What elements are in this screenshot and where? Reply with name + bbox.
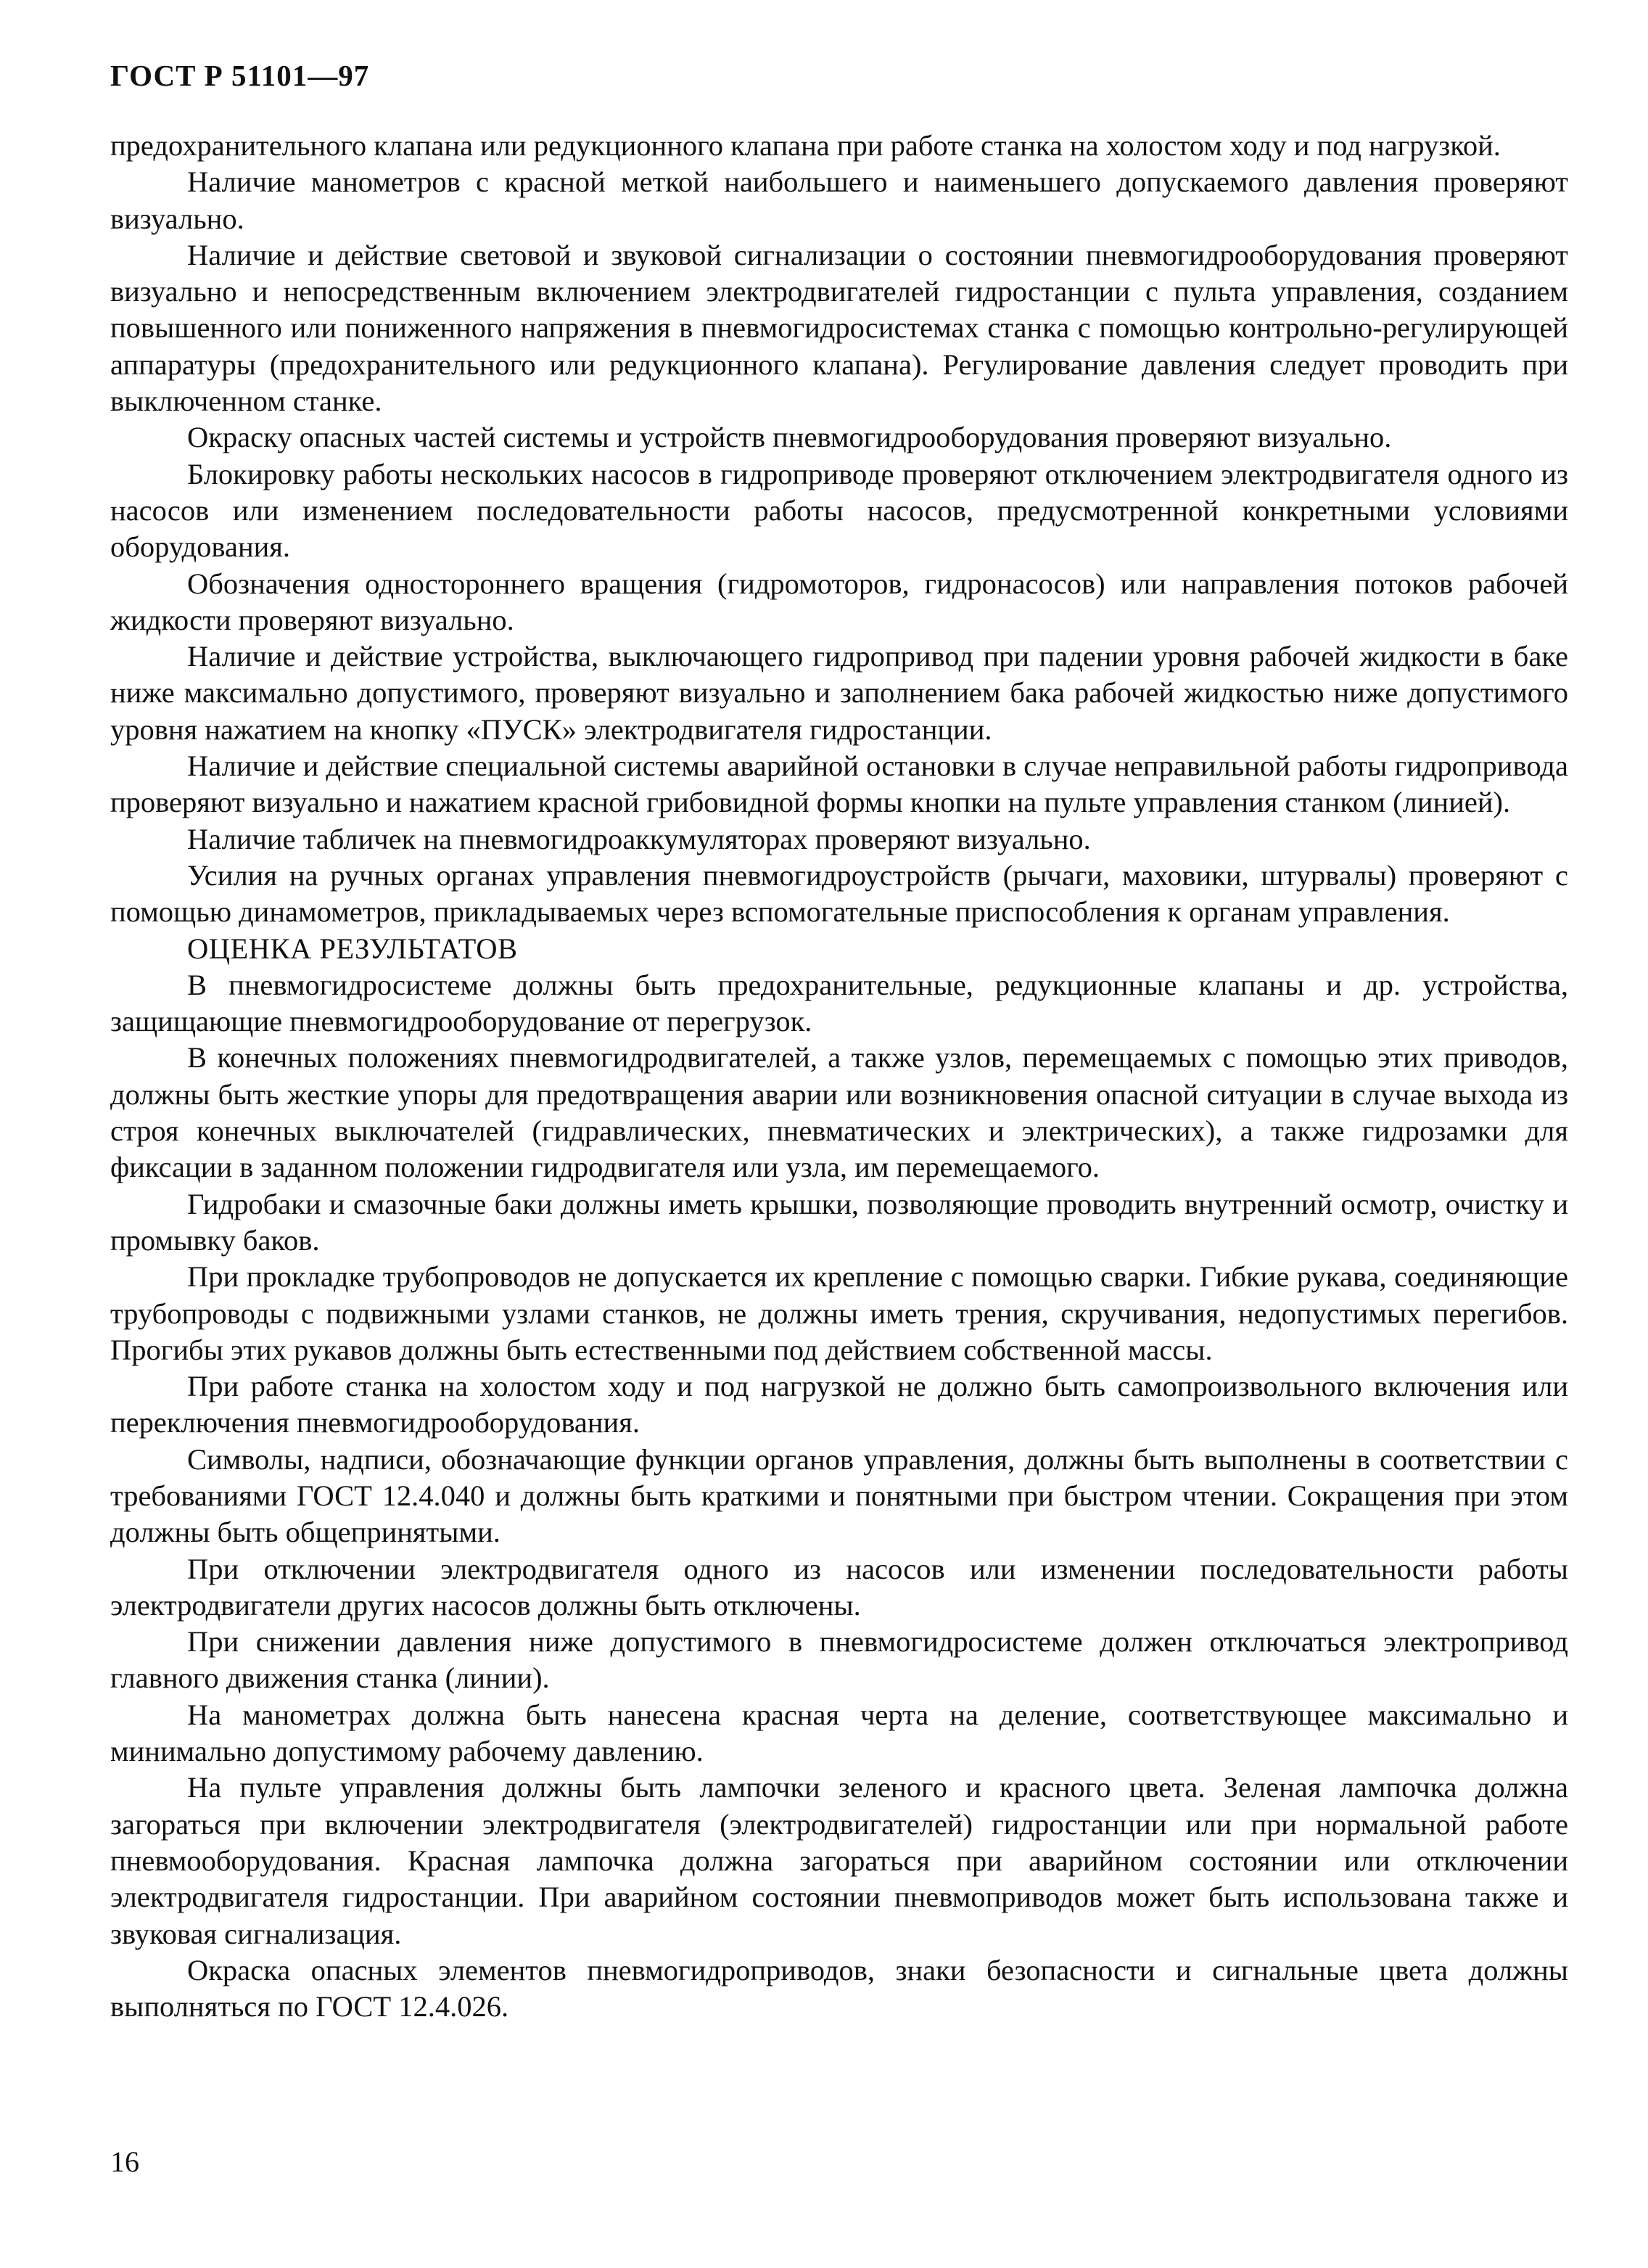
paragraph: Наличие и действие устройства, выключающего гидропривод при падении уровня рабочей жидкости в баке ниже максимально допустимого, проверяют визуально и заполнением бака рабочей жидкостью ниже допустимого уровня нажатием на кнопку «ПУСК» электродвигателя гидростанции. xyxy=(110,640,1568,746)
document-body xyxy=(110,128,1568,2025)
paragraph: Окраску опасных частей системы и устройств пневмогидрооборудования проверяют визуально. xyxy=(187,421,1392,454)
paragraph: Наличие и действие специальной системы аварийной остановки в случае неправильной работы гидропривода проверяют визуально и нажатием красной грибовидной формы кнопки на пульте управления станком (линией). xyxy=(110,749,1568,819)
section-heading: ОЦЕНКА РЕЗУЛЬТАТОВ xyxy=(187,932,518,965)
page-number: 16 xyxy=(110,2145,139,2178)
paragraph: При отключении электродвигателя одного из насосов или изменении последовательности работы электродвигатели других насосов должны быть отключены. xyxy=(110,1552,1568,1622)
paragraph: Символы, надписи, обозначающие функции органов управления, должны быть выполнены в соответствии с требованиями ГОСТ 12.4.040 и должны быть краткими и понятными при быстром чтении. Сокращения при этом должны быть общепринятыми. xyxy=(110,1442,1568,1549)
paragraph: Наличие и действие световой и звуковой сигнализации о состоянии пневмогидрооборудования проверяют визуально и непосредственным включением электродвигателей гидростанции с пульта управления, созданием повышенного или пониженного напряжения в пневмогидросистемах станка с помощью контрольно-регулирующей аппаратуры (предохранительного или редукционного клапана). Регулирование давления следует проводить при выключенном станке. xyxy=(110,238,1568,418)
paragraph: При работе станка на холостом ходу и под нагрузкой не должно быть самопроизвольного включения или переключения пневмогидрооборудования. xyxy=(110,1370,1568,1439)
paragraph: Гидробаки и смазочные баки должны иметь крышки, позволяющие проводить внутренний осмотр, очистку и промывку баков. xyxy=(110,1187,1568,1257)
paragraph: При прокладке трубопроводов не допускается их крепление с помощью сварки. Гибкие рукава, соединяющие трубопроводы с подвижными узлами станков, не должны иметь трения, скручивания, недопустимых перегибов. Прогибы этих рукавов должны быть естественными под действием собственной массы. xyxy=(110,1260,1568,1366)
paragraph: На манометрах должна быть нанесена красная черта на деление, соответствующее максимально и минимально допустимому рабочему давлению. xyxy=(110,1698,1568,1768)
paragraph: Блокировку работы нескольких насосов в гидроприводе проверяют отключением электродвигателя одного из насосов или изменением последовательности работы насосов, предусмотренной конкретными условиями оборудования. xyxy=(110,457,1568,564)
paragraph: При снижении давления ниже допустимого в пневмогидросистеме должен отключаться электропривод главного движения станка (линии). xyxy=(110,1625,1568,1695)
paragraph: Наличие табличек на пневмогидроаккумуляторах проверяют визуально. xyxy=(187,822,1091,855)
paragraph: Наличие манометров с красной меткой наибольшего и наименьшего допускаемого давления проверяют визуально. xyxy=(110,165,1568,235)
paragraph: предохранительного клапана или редукционного клапана при работе станка на холостом ходу и под нагрузкой. xyxy=(110,129,1501,162)
paragraph: В пневмогидросистеме должны быть предохранительные, редукционные клапаны и др. устройства, защищающие пневмогидрооборудование от перегрузок. xyxy=(110,968,1568,1038)
paragraph: На пульте управления должны быть лампочки зеленого и красного цвета. Зеленая лампочка должна загораться при включении электродвигателя (электродвигателей) гидростанции или при нормальной работе пневмооборудования. Красная лампочка должна загораться при аварийном состоянии или отключении электродвигателя гидростанции. При аварийном состоянии пневмоприводов может быть использована также и звуковая сигнализация. xyxy=(110,1771,1568,1950)
paragraph: Обозначения одностороннего вращения (гидромоторов, гидронасосов) или направления потоков рабочей жидкости проверяют визуально. xyxy=(110,567,1568,636)
paragraph: Усилия на ручных органах управления пневмогидроустройств (рычаги, маховики, штурвалы) проверяют с помощью динамометров, прикладываемых через вспомогательные приспособления к органам управления. xyxy=(110,858,1568,929)
paragraph: В конечных положениях пневмогидродвигателей, а также узлов, перемещаемых с помощью этих приводов, должны быть жесткие упоры для предотвращения аварии или возникновения опасной ситуации в случае выхода из строя конечных выключателей (гидравлических, пневматических и электрических), а также гидрозамки для фиксации в заданном положении гидродвигателя или узла, им перемещаемого. xyxy=(110,1041,1568,1184)
paragraph: Окраска опасных элементов пневмогидроприводов, знаки безопасности и сигнальные цвета должны выполняться по ГОСТ 12.4.026. xyxy=(110,1953,1568,2023)
standard-header: ГОСТ Р 51101—97 xyxy=(110,59,370,92)
